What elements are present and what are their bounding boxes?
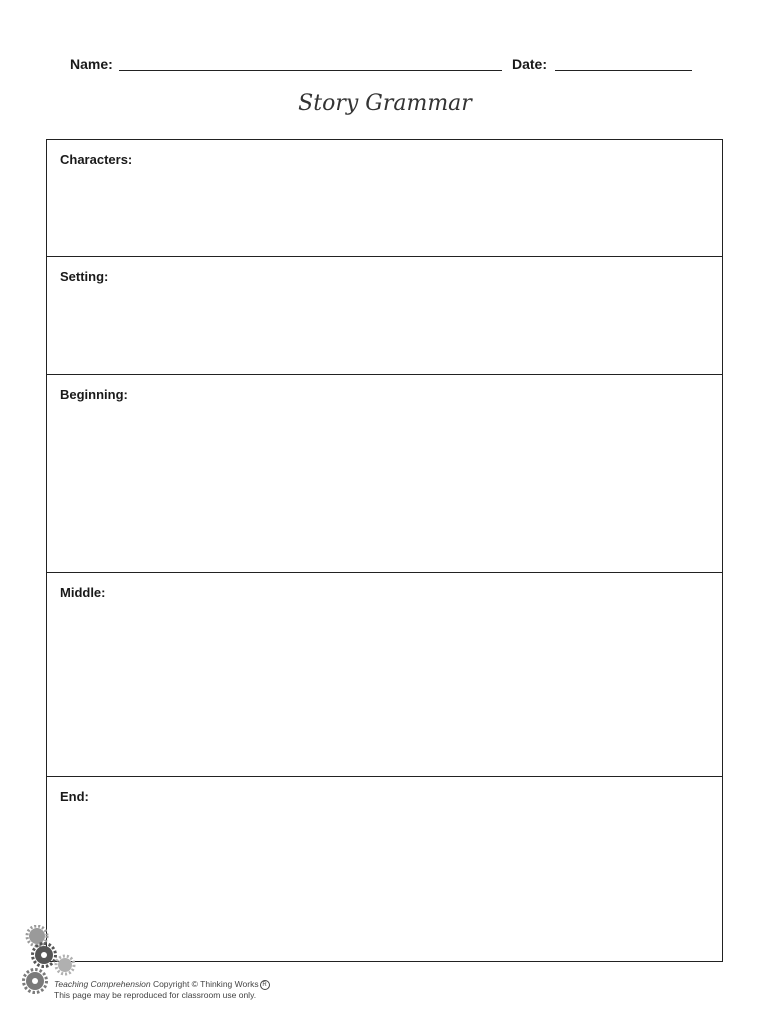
characters-section[interactable] — [47, 140, 722, 256]
book-title: Teaching Comprehension — [54, 979, 151, 989]
beginning-section[interactable] — [47, 374, 722, 572]
reproduction-note: This page may be reproduced for classroom use only. — [54, 990, 257, 1000]
middle-section[interactable] — [47, 572, 722, 776]
end-section[interactable] — [47, 776, 722, 961]
middle-label: Middle: — [60, 585, 106, 600]
beginning-label: Beginning: — [60, 387, 128, 402]
header-row — [70, 56, 694, 76]
page-title: Story Grammar — [298, 91, 472, 116]
registered-mark-icon: R — [260, 980, 270, 990]
characters-label: Characters: — [60, 152, 133, 167]
footer-credits — [54, 979, 270, 1001]
date-field[interactable] — [555, 70, 692, 71]
date-label: Date: — [512, 56, 548, 72]
end-label: End: — [60, 789, 89, 804]
copyright-line — [54, 979, 270, 990]
name-label: Name: — [70, 56, 113, 72]
setting-section[interactable] — [47, 256, 722, 374]
name-field[interactable] — [119, 70, 502, 71]
story-grammar-table — [46, 139, 723, 962]
copyright-text: Copyright © Thinking Works — [152, 979, 259, 989]
setting-label: Setting: — [60, 269, 109, 284]
